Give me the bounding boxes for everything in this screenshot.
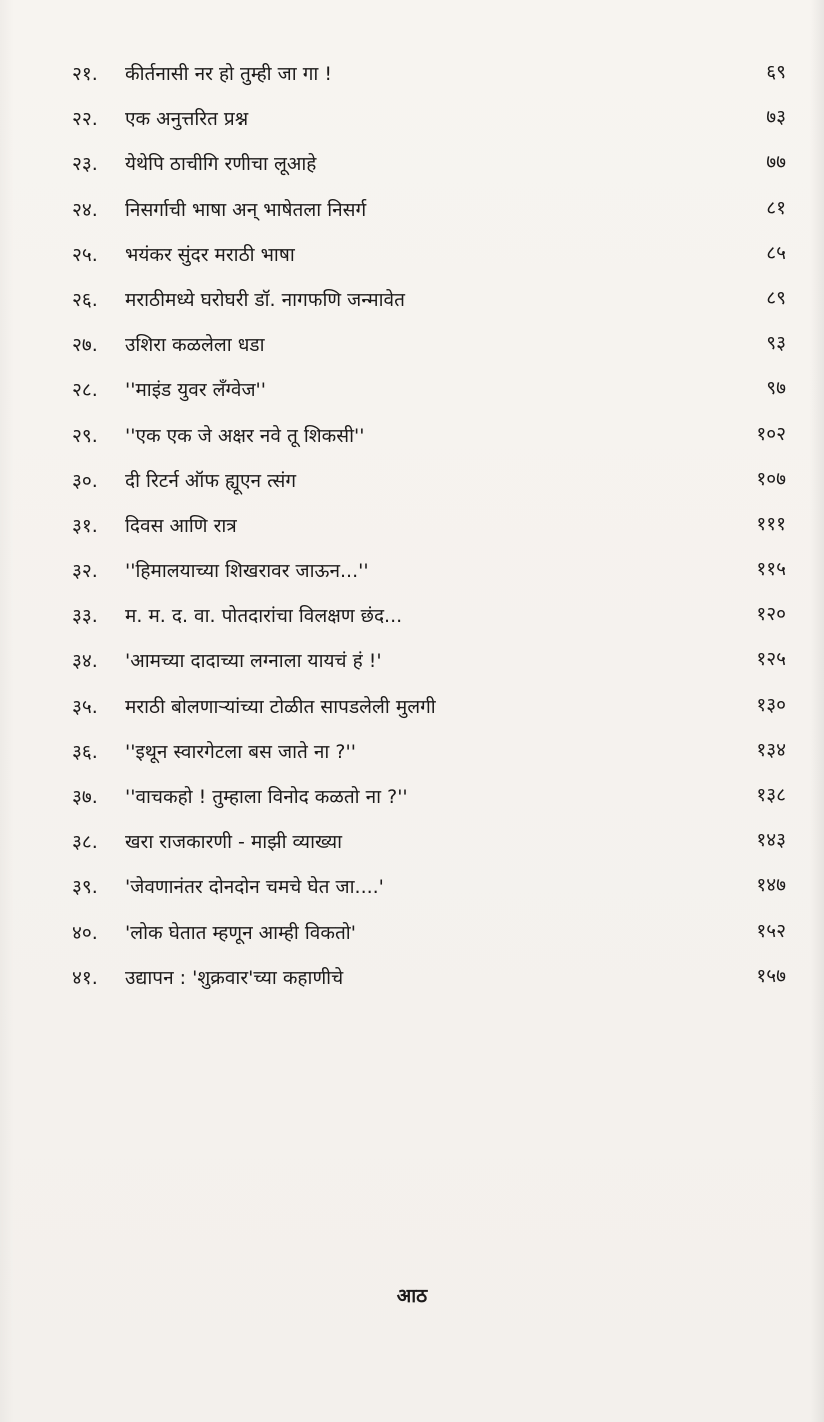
toc-entry-number: ४१. [72,966,98,989]
toc-entry-number: २५. [72,243,98,266]
toc-entry [0,189,824,234]
toc-entry-page-number: ९७ [766,377,786,400]
toc-entry [0,595,824,640]
toc-entry-number: ३८. [72,831,98,854]
toc-entry-title: एक अनुत्तरित प्रश्न [125,108,249,131]
toc-entry-page-number: ९३ [766,332,786,355]
toc-entry-title: दिवस आणि रात्र [125,514,237,537]
toc-entry-number: २३. [72,153,98,176]
toc-entry [0,369,824,414]
toc-entry-number: ३०. [72,469,98,492]
toc-entry [0,98,824,143]
toc-entry-title: ''हिमालयाच्या शिखरावर जाऊन...'' [125,560,369,583]
toc-entry-page-number: १५२ [756,919,786,942]
toc-entry-title: मराठीमध्ये घरोघरी डॉ. नागफणि जन्मावेत [125,288,405,311]
toc-entry-title: उशिरा कळलेला धडा [125,334,265,357]
toc-entry [0,776,824,821]
toc-entry-title: 'जेवणानंतर दोनदोन चमचे घेत जा....' [125,876,384,899]
toc-entry [0,912,824,957]
toc-entry-number: ३४. [72,650,98,673]
toc-entry [0,866,824,911]
toc-entry-title: येथेपि ठाचीगि रणीचा लूआहे [125,153,317,176]
page-edge-shadow [810,0,824,1422]
toc-entry-page-number: ७३ [766,106,786,129]
toc-entry [0,415,824,460]
toc-entry [0,550,824,595]
toc-entry-page-number: १३४ [756,738,786,761]
toc-entry-number: २४. [72,198,98,221]
toc-entry-title: 'लोक घेतात म्हणून आम्ही विकतो' [125,921,356,944]
toc-entry-page-number: १०२ [756,422,786,445]
toc-entry-title: निसर्गाची भाषा अन् भाषेतला निसर्ग [125,198,367,221]
toc-entry-title: दी रिटर्न ऑफ ह्यूएन त्संग [125,469,297,492]
toc-entry [0,821,824,866]
toc-entry-number: २१. [72,63,98,85]
toc-entry-number: २६. [72,288,98,311]
toc-entry-page-number: १२० [756,603,786,626]
toc-entry [0,279,824,324]
toc-entry [0,731,824,776]
toc-entry-page-number: १५७ [756,964,786,987]
toc-entry-number: ४०. [72,921,98,944]
toc-entry-page-number: १२५ [756,648,786,671]
toc-entry-title: म. म. द. वा. पोतदारांचा विलक्षण छंद... [125,605,403,628]
toc-entry-title: उद्यापन : 'शुक्रवार'च्या कहाणीचे [125,966,344,989]
toc-entry [0,957,824,1002]
toc-entry-number: २८. [72,379,98,402]
toc-entry-number: ३२. [72,560,98,583]
page-folio: आठ [396,1285,428,1307]
toc-entry [0,640,824,685]
toc-entry [0,53,824,98]
toc-entry [0,686,824,731]
toc-entry-number: ३६. [72,740,98,763]
toc-entry-title: खरा राजकारणी - माझी व्याख्या [125,831,343,854]
toc-entry-title: ''इथून स्वारगेटला बस जाते ना ?'' [125,740,356,763]
toc-entry-number: ३५. [72,695,98,718]
toc-entry [0,460,824,505]
toc-entry-page-number: १३८ [756,784,786,806]
toc-entry-title: भयंकर सुंदर मराठी भाषा [125,243,295,266]
toc-entry-number: ३७. [72,786,98,808]
toc-entry-page-number: ७७ [766,151,786,174]
toc-entry-page-number: ८५ [766,241,786,264]
toc-entry-page-number: ११५ [756,558,786,581]
toc-entry-page-number: १०७ [756,467,786,490]
toc-entry [0,324,824,369]
toc-entry-number: ३९. [72,876,98,899]
toc-entry-page-number: ८१ [766,196,786,219]
toc-entry-title: 'आमच्या दादाच्या लग्नाला यायचं हं !' [125,650,382,673]
toc-entry-title: कीर्तनासी नर हो तुम्ही जा गा ! [125,63,332,85]
toc-entry-page-number: १४७ [756,874,786,897]
toc-entry-page-number: १४३ [756,829,786,852]
toc-entry-number: २९. [72,424,98,447]
toc-entry-number: २२. [72,108,98,131]
toc-entry [0,143,824,188]
toc-entry-page-number: १३० [756,693,786,716]
toc-entry [0,234,824,279]
toc-entry-page-number: ६९ [766,61,786,83]
table-of-contents [0,53,824,1002]
toc-entry-number: ३१. [72,514,98,537]
toc-entry-page-number: १११ [756,512,786,535]
toc-entry-title: मराठी बोलणाऱ्यांच्या टोळीत सापडलेली मुलगी [125,695,436,718]
toc-entry-title: ''एक एक जे अक्षर नवे तू शिकसी'' [125,424,365,447]
toc-entry-number: २७. [72,334,98,357]
toc-entry-title: ''वाचकहो ! तुम्हाला विनोद कळतो ना ?'' [125,786,408,808]
toc-entry [0,505,824,550]
toc-entry-number: ३३. [72,605,98,628]
toc-entry-title: ''माइंड युवर लँग्वेज'' [125,379,266,402]
toc-entry-page-number: ८९ [766,286,786,309]
